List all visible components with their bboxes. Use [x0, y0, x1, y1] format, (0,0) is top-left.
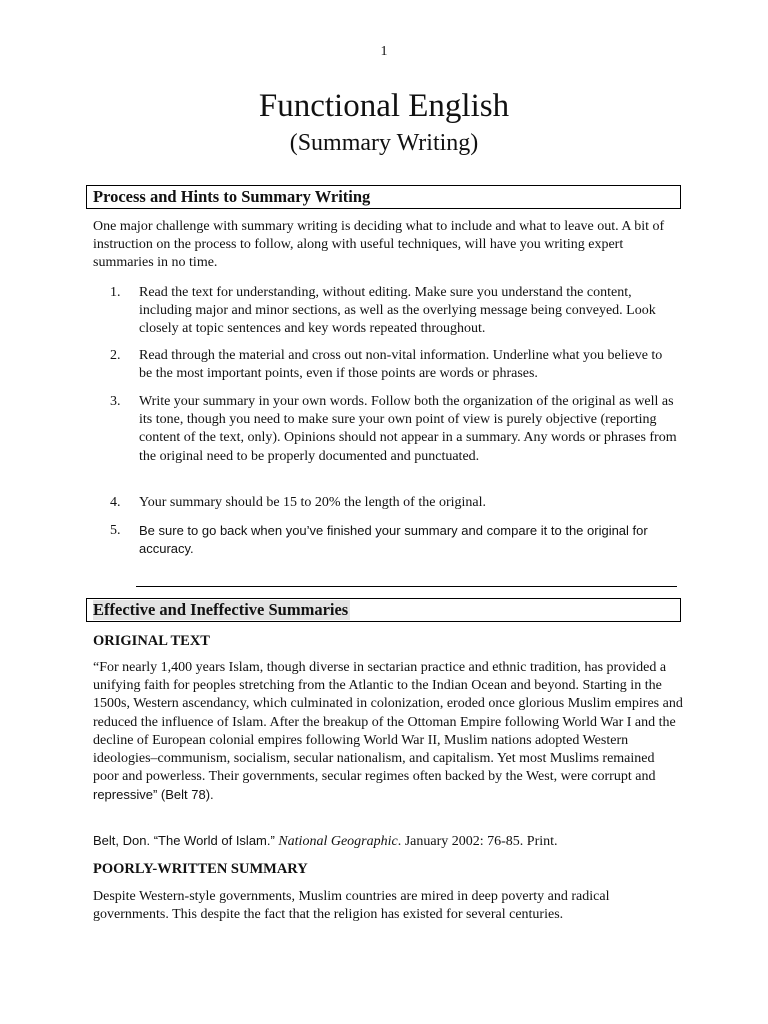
- original-text-end: repressive” (Belt 78).: [93, 787, 214, 803]
- list-item-number: 5.: [110, 523, 121, 538]
- list-item-text: Be sure to go back when you’ve finished your summary and compare it to the original for accuracy.: [139, 523, 648, 557]
- list-item-number: 1.: [110, 285, 121, 300]
- poor-summary-heading: POORLY-WRITTEN SUMMARY: [93, 861, 308, 877]
- list-item-text: Read the text for understanding, without editing. Make sure you understand the content, including major and minor sections, as well as the overlying message being conveyed. Look closely at topic sentences and key words repeated throughout.: [139, 285, 656, 337]
- citation: [93, 832, 683, 851]
- list-item-text: Read through the material and cross out non-vital information. Underline what you believe to be the most important points, even if those points are words or phrases.: [139, 348, 663, 382]
- section-heading-text: Effective and Ineffective Summaries: [93, 600, 349, 619]
- document-subtitle: (Summary Writing): [289, 130, 479, 156]
- section-heading-summaries: [86, 598, 681, 622]
- citation-journal: National Geographic: [278, 834, 398, 849]
- intro-paragraph: One major challenge with summary writing is deciding what to include and what to leave out. A bit of instruction on the process to follow, along with useful techniques, will have you writing expert summaries in no time.: [93, 219, 665, 271]
- original-text-body: “For nearly 1,400 years Islam, though diverse in sectarian practice and ethnic tradition, has provided a unifying faith for peoples stretching from the Atlantic to the Indian Ocean and beyond. Starting in the 1500s, Western ascendancy, which culminated in colonization, eroded once glorious Muslim empires and reduced the influence of Islam. After the breakup of the Ottoman Empire following World War I and the decline of European colonial empires following World War II, Muslim nations adopted Western ideologies–communism, socialism, secular nationalism, and capitalism. Yet most Muslims remained poor and powerless. Their governments, secular regimes often backed by the West, were corrupt and: [93, 660, 683, 785]
- list-item-text: Write your summary in your own words. Follow both the organization of the original as well as its tone, though you need to make sure your own point of view is purely objective (reporting content of the text, only). Opinions should not appear in a summary. Any words or phrases from the original need to be properly documented and punctuated.: [139, 394, 677, 464]
- list-item-number: 3.: [110, 394, 121, 409]
- citation-author: Belt, Don. “The World of Islam.”: [93, 833, 275, 848]
- list-item-number: 2.: [110, 348, 121, 363]
- poor-summary-paragraph: Despite Western-style governments, Muslim countries are mired in deep poverty and radical governments. This despite the fact that the religion has existed for several centuries.: [93, 889, 610, 923]
- page-number: 1: [380, 44, 388, 59]
- original-text-heading: ORIGINAL TEXT: [93, 633, 210, 649]
- document-title: Functional English: [258, 88, 510, 124]
- section-heading-process: [86, 185, 681, 209]
- list-item-text: Your summary should be 15 to 20% the length of the original.: [139, 495, 486, 510]
- citation-rest: . January 2002: 76-85. Print.: [397, 834, 558, 849]
- divider: [136, 586, 677, 587]
- original-text-paragraph: [93, 659, 683, 806]
- list-item-number: 4.: [110, 495, 121, 510]
- section-heading-text: Process and Hints to Summary Writing: [93, 187, 371, 206]
